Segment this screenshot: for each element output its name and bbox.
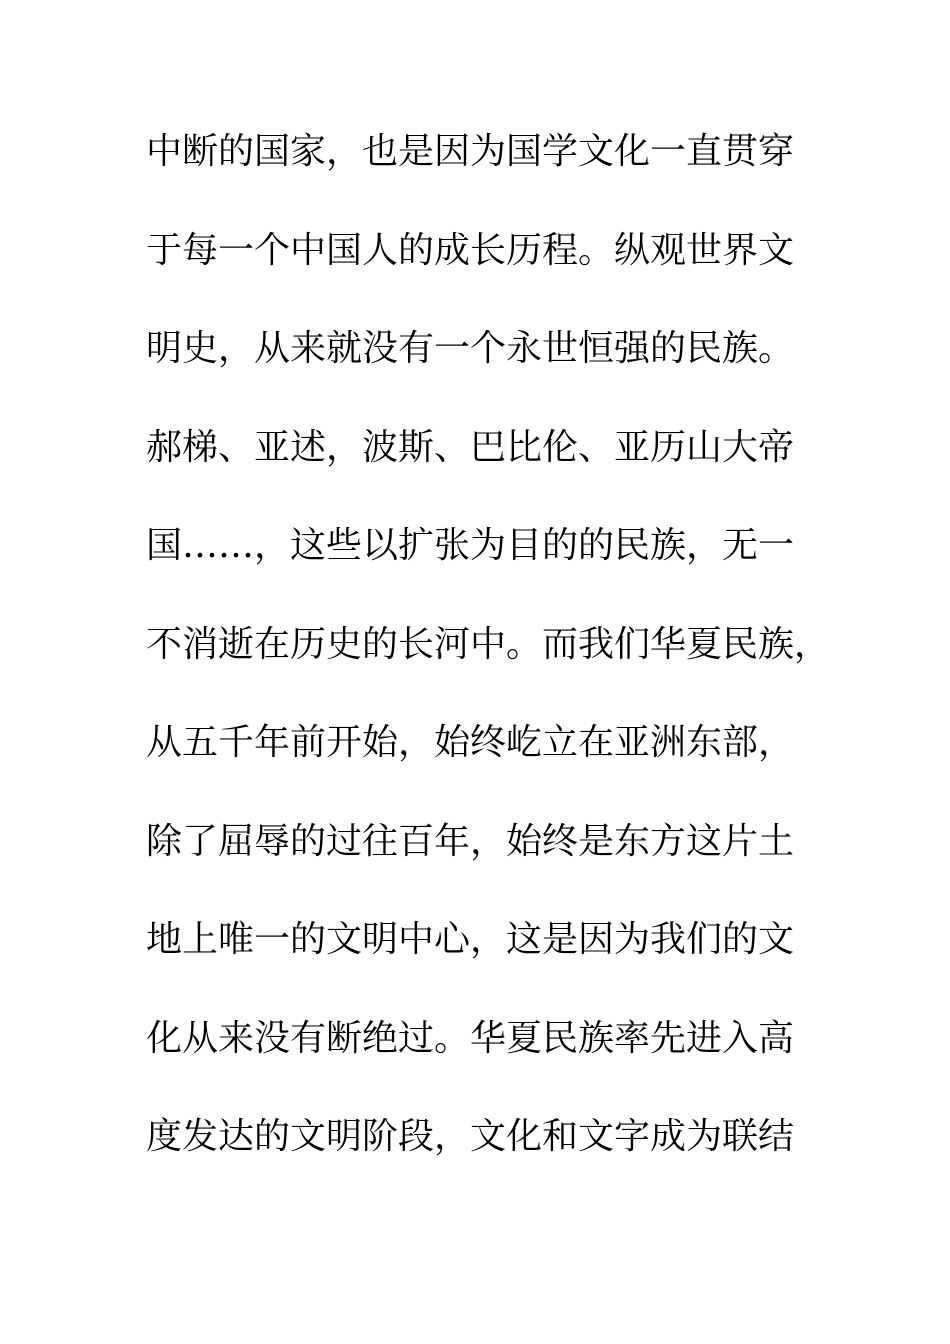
text-line: 于每一个中国人的成长历程。纵观世界文 xyxy=(146,229,795,271)
text-line: 不消逝在历史的长河中。而我们华夏民族， xyxy=(146,623,831,665)
text-line: 明史，从来就没有一个永世恒强的民族。 xyxy=(146,328,795,369)
text-line: 从五千年前开始，始终屹立在亚洲东部， xyxy=(146,722,795,763)
text-line: 中断的国家，也是因为国学文化一直贯穿 xyxy=(146,131,795,172)
text-line: 国……，这些以扩张为目的的民族，无一 xyxy=(146,525,795,566)
text-line: 化从来没有断绝过。华夏民族率先进入高 xyxy=(146,1017,795,1059)
body-text xyxy=(146,123,846,1207)
text-line: 地上唯一的文明中心，这是因为我们的文 xyxy=(146,919,795,960)
text-line: 郝梯、亚述，波斯、巴比伦、亚历山大帝 xyxy=(146,426,795,468)
text-line: 除了屈辱的过往百年，始终是东方这片土 xyxy=(146,820,795,862)
text-line: 度发达的文明阶段，文化和文字成为联结 xyxy=(146,1116,795,1157)
